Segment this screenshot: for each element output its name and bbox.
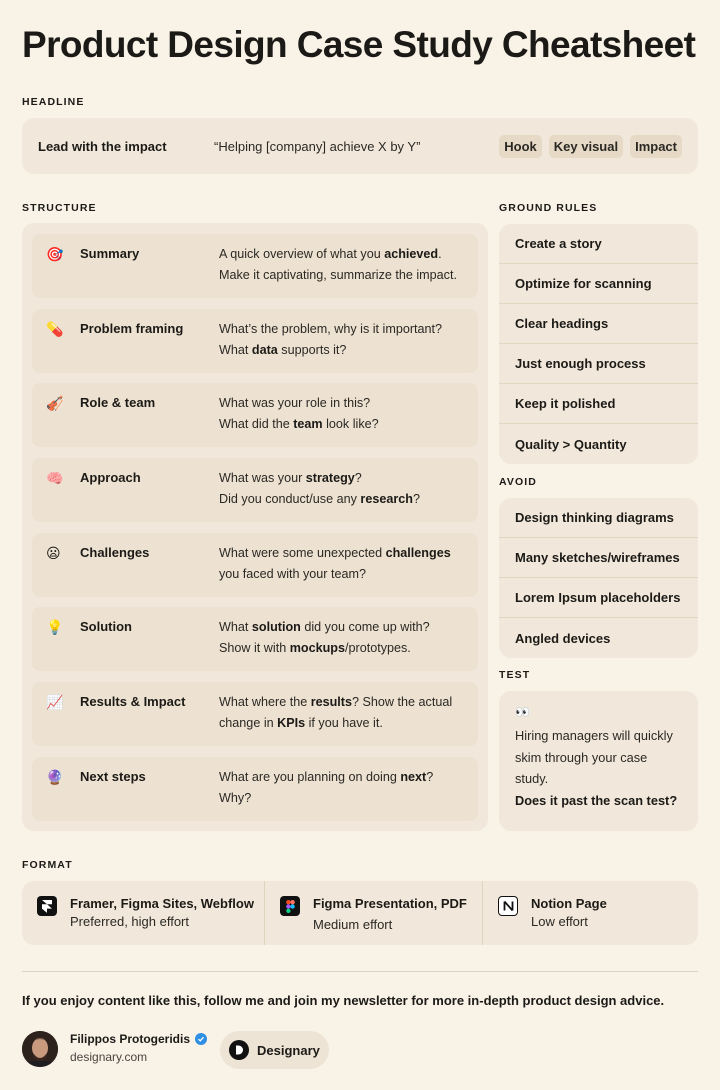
violin-icon: 🎻 [46,395,64,412]
headline-lead: Lead with the impact [38,138,167,154]
description-line: Make it captivating, summarize the impact. [219,268,457,282]
emphasis: next [400,769,427,784]
ground-rules-list [499,224,698,464]
format-option-figma [264,881,482,945]
ground-rule-item: Quality > Quantity [515,436,627,452]
designary-label[interactable]: Designary [257,1042,320,1058]
avoid-item: Many sketches/wireframes [499,538,698,578]
tag-key-visual: Key visual [549,135,623,158]
ground-rule-item: Clear headings [499,304,698,344]
structure-row-description [219,543,464,597]
author-name[interactable] [70,1032,207,1046]
avoid-section-label: AVOID [499,476,537,488]
emphasis: mockups [289,641,345,656]
description-line: What was your strategy? [219,471,362,486]
structure-row [32,234,478,298]
pill-icon: 💊 [46,320,64,337]
framer-icon [37,896,57,916]
newsletter-cta: If you enjoy content like this, follow me and join my newsletter for more in-depth product design advice. [22,993,665,1008]
emphasis: research [360,492,413,507]
description-line: change in KPIs if you have it. [219,716,383,731]
emphasis: KPIs [277,716,306,731]
structure-row-description [219,244,464,298]
description-line: What are you planning on doing next? [219,769,434,784]
emphasis: results [310,695,353,710]
avoid-item: Angled devices [515,630,611,646]
verified-icon [195,1033,207,1045]
description-line: Why? [219,790,252,805]
description-line: A quick overview of what you achieved. [219,247,442,261]
avoid-item: Design thinking diagrams [499,498,698,538]
description-line: What were some unexpected challenges [219,545,451,560]
ground-rule-item: Create a story [499,224,698,264]
structure-row-description [219,692,464,746]
crystal-ball-icon: 🔮 [46,768,64,785]
avatar [22,1031,58,1067]
structure-row-title: Next steps [80,768,146,784]
ground-rule-item: Just enough process [499,344,698,384]
emphasis: achieved [384,247,439,261]
description-line: What was your role in this? [219,396,371,411]
structure-row-title: Role & team [80,395,156,411]
test-text: Hiring managers will quickly skim through your case study. [515,728,673,786]
structure-card [22,223,488,831]
ground-rule-item: Keep it polished [499,384,698,424]
divider [22,971,698,972]
designary-logo-icon [229,1040,249,1060]
test-question: Does it past the scan test? [515,792,678,808]
structure-row [32,682,478,746]
structure-row [32,458,478,522]
page-title: Product Design Case Study Cheatsheet [22,24,696,65]
description-line: Did you conduct/use any research? [219,492,420,507]
structure-row [32,383,478,447]
structure-row-title: Summary [80,246,140,261]
ground-rule-item: Optimize for scanning [499,264,698,304]
structure-row-description [219,319,464,373]
structure-row-title: Results & Impact [80,694,186,710]
emphasis: solution [251,620,301,635]
format-effort: Medium effort [313,917,393,932]
emphasis: strategy [305,471,355,486]
format-option-notion [482,881,698,945]
structure-row-title: Challenges [80,544,150,560]
description-line: What did the team look like? [219,417,379,432]
structure-row-description [219,617,464,671]
chart-icon: 📈 [46,694,64,711]
structure-row-description [219,468,464,522]
structure-row-title: Solution [80,619,132,635]
description-line: Show it with mockups/prototypes. [219,641,411,656]
format-effort: Preferred, high effort [70,914,189,929]
description-line: you faced with your team? [219,566,367,581]
description-line: What’s the problem, why is it important? [219,321,443,336]
format-name: Figma Presentation, PDF [313,896,467,911]
structure-row [32,309,478,373]
format-effort: Low effort [531,914,588,929]
brain-icon: 🧠 [46,470,64,487]
ground-rules-section-label: GROUND RULES [499,202,598,214]
format-option-framer [22,881,264,945]
eyes-icon: 👀 [515,705,530,719]
dart-icon: 🎯 [46,246,64,262]
structure-row-title: Problem framing [80,320,184,336]
format-section-label: FORMAT [22,859,73,871]
bulb-icon: 💡 [46,619,64,636]
emphasis: team [293,417,323,432]
test-card [499,691,698,831]
author-site-link[interactable]: designary.com [70,1050,148,1064]
format-name: Notion Page [531,896,607,911]
description-line: What solution did you come up with? [219,620,430,635]
headline-tags [499,135,682,158]
format-name: Framer, Figma Sites, Webflow [70,896,254,911]
avoid-list [499,498,698,658]
structure-row-title: Approach [80,470,141,486]
structure-row-description [219,393,464,447]
designary-button[interactable] [220,1031,329,1069]
test-section-label: TEST [499,669,531,681]
tag-impact: Impact [630,135,682,158]
headline-card [22,118,698,174]
author-name-text[interactable]: Filippos Protogeridis [70,1032,191,1046]
structure-section-label: STRUCTURE [22,202,97,214]
figma-icon [280,896,300,916]
description-line: What where the results? Show the actual [219,695,453,710]
emphasis: challenges [385,545,451,560]
tag-hook: Hook [499,135,542,158]
headline-section-label: HEADLINE [22,96,85,108]
structure-row [32,533,478,597]
notion-icon [498,896,518,916]
description-line: What data supports it? [219,342,347,357]
avoid-item: Lorem Ipsum placeholders [499,578,698,618]
format-card [22,881,698,945]
structure-row [32,607,478,671]
headline-quote: “Helping [company] achieve X by Y” [214,138,421,154]
structure-row-description [219,767,464,821]
frown-icon: 😦 [46,544,61,561]
structure-row [32,757,478,821]
emphasis: data [251,342,278,357]
